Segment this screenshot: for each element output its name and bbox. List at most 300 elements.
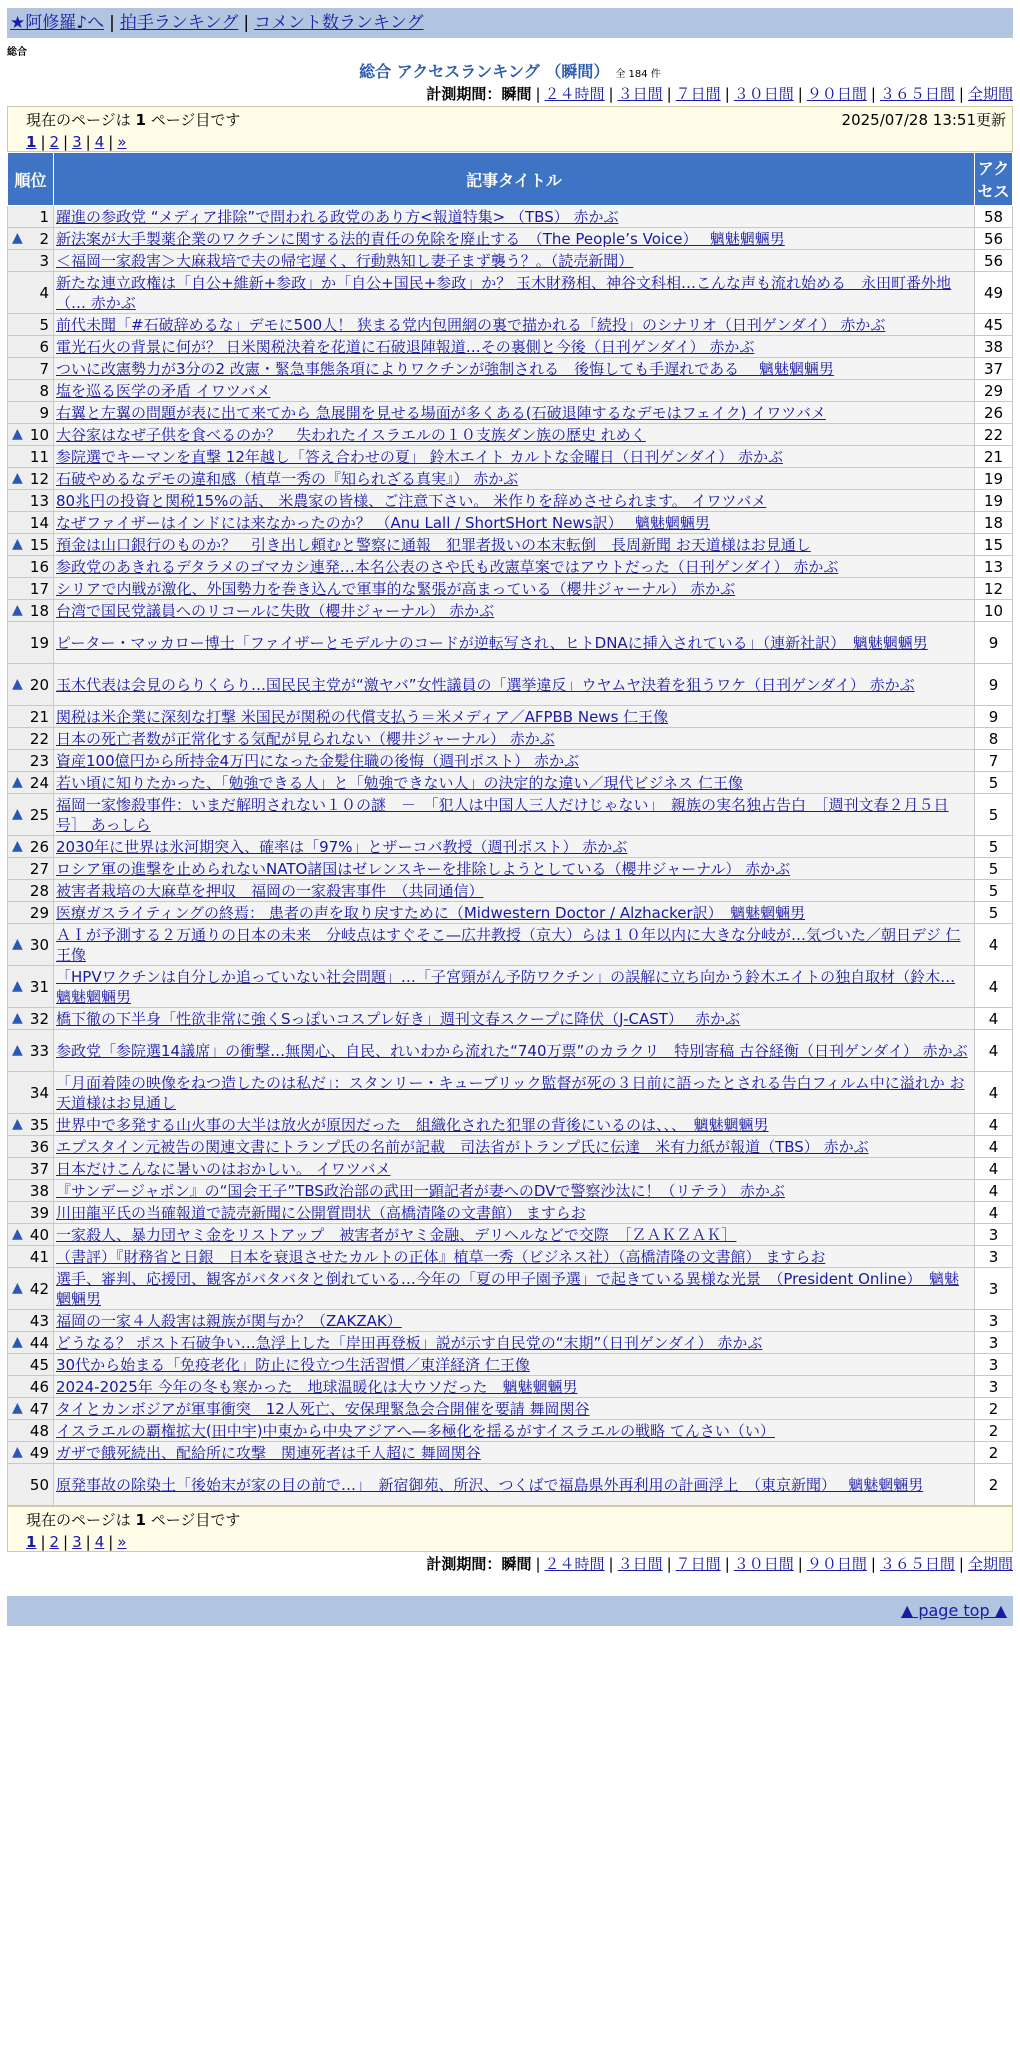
article-link[interactable]: 関税は米企業に深刻な打撃 米国民が関税の代償支払う＝米メディア／AFPBB News 仁王像 xyxy=(56,707,669,726)
access-count: 3 xyxy=(975,1246,1013,1268)
period-link[interactable]: 全期間 xyxy=(967,1555,1013,1573)
rank-cell xyxy=(8,794,54,836)
page-separator: | xyxy=(85,1533,91,1551)
table-row xyxy=(8,250,1013,272)
access-count: 45 xyxy=(975,314,1013,336)
rank-number: 4 xyxy=(39,283,49,302)
current-page-suffix: ページ目です xyxy=(150,111,241,129)
rank-number: 18 xyxy=(29,601,49,620)
table-row xyxy=(8,1030,1013,1072)
article-link[interactable]: 玉木代表は会見のらりくらり…国民民主党が“激ヤバ”女性議員の「選挙違反」ウヤムヤ決着を狙うワケ（日刊ゲンダイ） 赤かぶ xyxy=(56,675,915,694)
rank-cell xyxy=(8,1136,54,1158)
access-count: 19 xyxy=(975,468,1013,490)
title-cell xyxy=(54,1224,975,1246)
article-link[interactable]: 新たな連立政権は「自公+維新+参政」か「自公+国民+参政」か？ 玉木財務相、神谷文科相…こんな声も流れ始める 永田町番外地（… 赤かぶ xyxy=(56,273,952,312)
page-link[interactable]: 3 xyxy=(72,133,82,151)
rank-number: 24 xyxy=(29,773,49,792)
article-link[interactable]: 川田龍平氏の当確報道で読売新聞に公開質問状（高橋清隆の文書館） ますらお xyxy=(56,1203,586,1222)
title-cell xyxy=(54,1246,975,1268)
updated-timestamp: 2025/07/28 13:51更新 xyxy=(841,111,1006,129)
rank-cell xyxy=(8,1246,54,1268)
rank-number: 6 xyxy=(39,337,49,356)
access-count: 3 xyxy=(975,1310,1013,1332)
rank-number: 44 xyxy=(29,1333,49,1352)
title-cell xyxy=(54,1136,975,1158)
access-count: 21 xyxy=(975,446,1013,468)
title-cell xyxy=(54,380,975,402)
rank-cell xyxy=(8,556,54,578)
article-link[interactable]: 30代から始まる「免疫老化」防止に役立つ生活習慣／東洋経済 仁王像 xyxy=(56,1355,530,1374)
table-row xyxy=(8,1332,1013,1354)
rank-number: 42 xyxy=(29,1279,49,1298)
rank-up-arrow-icon: ▲ xyxy=(12,1115,23,1132)
period-separator: | xyxy=(608,85,614,103)
rank-cell xyxy=(8,250,54,272)
article-link[interactable]: 大谷家はなぜ子供を食べるのか？ 失われたイスラエルの１０支族ダン族の歴史 れめく xyxy=(56,425,646,444)
rank-cell xyxy=(8,1224,54,1246)
table-row xyxy=(8,578,1013,600)
table-row xyxy=(8,1310,1013,1332)
article-link[interactable]: 福岡の一家４人殺害は親族が関与か？（ZAKZAK） xyxy=(56,1311,402,1330)
rank-up-arrow-icon: ▲ xyxy=(12,773,23,790)
article-link[interactable]: 2024-2025年 今年の冬も寒かった 地球温暖化は大ウソだった 魑魅魍魎男 xyxy=(56,1377,578,1396)
article-link[interactable]: 一家殺人、暴力団ヤミ金をリストアップ 被害者がヤミ金融、デリヘルなどで交際 ［ＺＡＫＺＡＫ］ xyxy=(56,1225,737,1244)
title-cell xyxy=(54,1420,975,1442)
rank-number: 12 xyxy=(29,469,49,488)
table-row xyxy=(8,534,1013,556)
page-link[interactable]: 4 xyxy=(94,133,105,151)
article-link[interactable]: シリアで内戦が激化、外国勢力を巻き込んで軍事的な緊張が高まっている（櫻井ジャーナル） 赤かぶ xyxy=(56,579,736,598)
table-row xyxy=(8,966,1013,1008)
article-link[interactable]: 医療ガスライティングの終焉： 患者の声を取り戻すために（Midwestern Doctor / Alzhacker訳） 魑魅魍魎男 xyxy=(56,903,806,922)
period-current: 瞬間 xyxy=(501,1555,532,1573)
article-link[interactable]: ガザで餓死続出、配給所に攻撃 関連死者は千人超に 舞岡関谷 xyxy=(56,1443,481,1462)
page-link[interactable]: 4 xyxy=(94,1533,105,1551)
article-link[interactable]: （書評）『財務省と日銀 日本を衰退させたカルトの正体』植草一秀（ビジネス社）（高橋清隆の文書館） ますらお xyxy=(56,1247,826,1266)
article-link[interactable]: ついに改憲勢力が3分の2 改憲・緊急事態条項によりワクチンが強制される 後悔しても手遅れである 魑魅魍魎男 xyxy=(56,359,834,378)
title-cell xyxy=(54,1354,975,1376)
title-cell xyxy=(54,250,975,272)
table-row xyxy=(8,1114,1013,1136)
rank-cell xyxy=(8,902,54,924)
title-cell xyxy=(54,750,975,772)
title-cell xyxy=(54,902,975,924)
article-link[interactable]: 預金は山口銀行のものか？ 引き出し頼むと警察に通報 犯罪者扱いの本末転倒 長周新聞 お天道様はお見通し xyxy=(56,535,811,554)
title-cell xyxy=(54,336,975,358)
access-count: 2 xyxy=(975,1398,1013,1420)
rank-up-arrow-icon: ▲ xyxy=(12,1443,23,1460)
article-link[interactable]: 日本の死亡者数が正常化する気配が見られない（櫻井ジャーナル） 赤かぶ xyxy=(56,729,555,748)
table-row xyxy=(8,1008,1013,1030)
article-link[interactable]: 「月面着陸の映像をねつ造したのは私だ」：スタンリー・キューブリック監督が死の３日前に語ったとされる告白フィルム中に溢れか お天道様はお見通し xyxy=(56,1073,965,1112)
rank-up-arrow-icon: ▲ xyxy=(12,935,23,952)
period-link[interactable]: ９０日間 xyxy=(806,85,867,103)
period-link[interactable]: ３６５日間 xyxy=(879,85,955,103)
rank-number: 35 xyxy=(29,1115,49,1134)
article-link[interactable]: 福岡一家惨殺事件：いまだ解明されない１０の謎 － 「犯人は中国人三人だけじゃない」 親族の実名独占告白 ［週刊文春２月５日号］ あっしら xyxy=(56,795,949,834)
access-count: 10 xyxy=(975,600,1013,622)
rank-number: 46 xyxy=(29,1377,49,1396)
rank-up-arrow-icon: ▲ xyxy=(12,1399,23,1416)
rank-cell xyxy=(8,1180,54,1202)
article-link[interactable]: 被害者栽培の大麻草を押収 福岡の一家殺害事件 （共同通信） xyxy=(56,881,484,900)
rank-number: 20 xyxy=(29,675,49,694)
title-cell xyxy=(54,534,975,556)
title-cell xyxy=(54,228,975,250)
page-links xyxy=(26,131,994,153)
title-cell xyxy=(54,206,975,228)
next-page-link[interactable]: » xyxy=(117,133,127,151)
article-link[interactable]: イスラエルの覇権拡大(田中宇)中東から中央アジアへ—多極化を揺るがすイスラエルの戦略 てんさい（い） xyxy=(56,1421,775,1440)
title-cell xyxy=(54,622,975,664)
rank-cell xyxy=(8,512,54,534)
rank-cell xyxy=(8,836,54,858)
period-separator: | xyxy=(958,1555,964,1573)
rank-number: 31 xyxy=(29,977,49,996)
title-cell xyxy=(54,858,975,880)
title-cell xyxy=(54,468,975,490)
table-row xyxy=(8,1246,1013,1268)
table-row xyxy=(8,402,1013,424)
period-link[interactable]: ９０日間 xyxy=(806,1555,867,1573)
period-link[interactable]: ７日間 xyxy=(675,1555,721,1573)
table-row xyxy=(8,1464,1013,1506)
page-separator: | xyxy=(85,133,91,151)
table-row xyxy=(8,1268,1013,1310)
current-page-prefix: 現在のページは xyxy=(26,111,131,129)
title-cell xyxy=(54,402,975,424)
rank-number: 17 xyxy=(29,579,49,598)
access-count: 3 xyxy=(975,1224,1013,1246)
rank-cell xyxy=(8,1354,54,1376)
rank-up-arrow-icon: ▲ xyxy=(12,1041,23,1058)
article-link[interactable]: ＜福岡一家殺害＞大麻栽培で夫の帰宅遅く、行動熟知し妻子まず襲う？。（読売新聞） xyxy=(56,251,634,270)
rank-cell xyxy=(8,1268,54,1310)
table-row xyxy=(8,1420,1013,1442)
title-cell xyxy=(54,556,975,578)
rank-header: 順位 xyxy=(8,153,54,206)
rank-up-arrow-icon: ▲ xyxy=(12,1333,23,1350)
ranking-table-body xyxy=(8,206,1013,1506)
next-page-link[interactable]: » xyxy=(117,1533,127,1551)
page-top-link[interactable]: ▲ page top ▲ xyxy=(900,1601,1007,1620)
page-separator: | xyxy=(63,1533,69,1551)
rank-up-arrow-icon: ▲ xyxy=(12,229,23,246)
table-row xyxy=(8,380,1013,402)
article-link[interactable]: ＡＩが予測する２万通りの日本の未来 分岐点はすぐそこ—広井教授（京大）らは１０年以内に大きな分岐が…気づいた／朝日デジ 仁王像 xyxy=(56,925,961,964)
rank-cell xyxy=(8,1376,54,1398)
period-link[interactable]: ２４時間 xyxy=(544,85,605,103)
rank-cell xyxy=(8,1464,54,1506)
access-count: 5 xyxy=(975,858,1013,880)
rank-number: 50 xyxy=(29,1475,49,1494)
period-separator: | xyxy=(724,85,730,103)
page-link[interactable]: 2 xyxy=(49,133,60,151)
access-count: 4 xyxy=(975,1008,1013,1030)
table-row xyxy=(8,858,1013,880)
access-count: 5 xyxy=(975,880,1013,902)
table-row xyxy=(8,600,1013,622)
rank-cell xyxy=(8,228,54,250)
table-row xyxy=(8,924,1013,966)
access-count: 15 xyxy=(975,534,1013,556)
page-link-current[interactable]: 1 xyxy=(26,1533,37,1551)
page-separator: | xyxy=(108,1533,114,1551)
access-count: 56 xyxy=(975,228,1013,250)
page-link[interactable]: 2 xyxy=(49,1533,60,1551)
article-link[interactable]: 「HPVワクチンは自分しか追っていない社会問題」…「子宮頸がん予防ワクチン」の誤解に立ち向かう鈴木エイトの独自取材（鈴木… 魑魅魍魎男 xyxy=(56,967,956,1006)
access-count: 13 xyxy=(975,556,1013,578)
table-row xyxy=(8,512,1013,534)
title-cell xyxy=(54,1310,975,1332)
article-link[interactable]: どうなる？ ポスト石破争い…急浮上した「岸田再登板」説が示す自民党の“末期”（日刊ゲンダイ） 赤かぶ xyxy=(56,1333,763,1352)
article-link[interactable]: 橋下徹の下半身「性欲非常に強くSっぽいコスプレ好き」週刊文春スクープに降伏（J-CAST） 赤かぶ xyxy=(56,1009,741,1028)
period-label: 計測期間： xyxy=(426,1555,502,1573)
current-page-number: 1 xyxy=(135,111,146,129)
period-separator: | xyxy=(666,1555,672,1573)
period-link[interactable]: ７日間 xyxy=(675,85,721,103)
access-count: 5 xyxy=(975,902,1013,924)
period-current: 瞬間 xyxy=(501,85,532,103)
title-cell xyxy=(54,578,975,600)
title-cell xyxy=(54,1072,975,1114)
access-count: 56 xyxy=(975,250,1013,272)
title-cell xyxy=(54,1202,975,1224)
period-separator: | xyxy=(797,1555,803,1573)
title-cell xyxy=(54,424,975,446)
article-link[interactable]: 台湾で国民党議員へのリコールに失敗（櫻井ジャーナル） 赤かぶ xyxy=(56,601,495,620)
page-link[interactable]: 3 xyxy=(72,1533,82,1551)
title-cell xyxy=(54,880,975,902)
rank-number: 11 xyxy=(29,447,49,466)
title-cell xyxy=(54,1008,975,1030)
rank-cell xyxy=(8,272,54,314)
title-cell xyxy=(54,924,975,966)
rank-up-arrow-icon: ▲ xyxy=(12,977,23,994)
period-separator: | xyxy=(535,1555,541,1573)
table-row xyxy=(8,1442,1013,1464)
title-cell xyxy=(54,1180,975,1202)
rank-up-arrow-icon: ▲ xyxy=(12,1225,23,1242)
rank-cell xyxy=(8,706,54,728)
period-separator: | xyxy=(870,85,876,103)
access-count: 2 xyxy=(975,1442,1013,1464)
access-count: 4 xyxy=(975,1202,1013,1224)
rank-cell xyxy=(8,728,54,750)
page-separator: | xyxy=(40,133,46,151)
rank-number: 37 xyxy=(29,1159,49,1178)
rank-number: 21 xyxy=(29,707,49,726)
period-separator: | xyxy=(870,1555,876,1573)
table-row xyxy=(8,750,1013,772)
article-link[interactable]: 選手、審判、応援団、観客がバタバタと倒れている…今年の「夏の甲子園予選」で起きている異様な光景 （President Online） 魑魅魍魎男 xyxy=(56,1269,959,1308)
access-count: 37 xyxy=(975,358,1013,380)
period-link[interactable]: ３０日間 xyxy=(733,1555,794,1573)
access-count: 4 xyxy=(975,1030,1013,1072)
title-cell xyxy=(54,1398,975,1420)
article-link[interactable]: 参院選でキーマンを直撃 12年越し「答え合わせの夏」 鈴木エイト カルトな金曜日（日刊ゲンダイ） 赤かぶ xyxy=(56,447,783,466)
rank-cell xyxy=(8,402,54,424)
home-link[interactable]: ★阿修羅♪へ xyxy=(10,13,105,33)
current-page-info xyxy=(26,1509,994,1531)
title-cell xyxy=(54,446,975,468)
rank-number: 40 xyxy=(29,1225,49,1244)
access-count: 8 xyxy=(975,728,1013,750)
rank-cell xyxy=(8,446,54,468)
title-cell xyxy=(54,966,975,1008)
rank-cell xyxy=(8,1442,54,1464)
access-count: 4 xyxy=(975,1158,1013,1180)
applause-ranking-link[interactable]: 拍手ランキング xyxy=(119,13,239,33)
table-row xyxy=(8,1224,1013,1246)
table-row xyxy=(8,880,1013,902)
access-count: 49 xyxy=(975,272,1013,314)
rank-cell xyxy=(8,1310,54,1332)
period-link[interactable]: ３日間 xyxy=(617,1555,663,1573)
article-link[interactable]: 躍進の参政党 “メディア排除”で問われる政党のあり方<報道特集> （TBS） 赤かぶ xyxy=(56,207,619,226)
rank-up-arrow-icon: ▲ xyxy=(12,425,23,442)
rank-cell xyxy=(8,468,54,490)
rank-number: 34 xyxy=(29,1083,49,1102)
table-row xyxy=(8,1354,1013,1376)
page-links xyxy=(26,1531,994,1553)
rank-number: 43 xyxy=(29,1311,49,1330)
rank-number: 36 xyxy=(29,1137,49,1156)
article-link[interactable]: 新法案が大手製薬企業のワクチンに関する法的責任の免除を廃止する （The People’s Voice） 魑魅魍魎男 xyxy=(56,229,785,248)
rank-cell xyxy=(8,1008,54,1030)
ranking-title-text: 総合 アクセスランキング （瞬間） xyxy=(359,62,610,81)
article-link[interactable]: ピーター・マッカロー博士「ファイザーとモデルナのコードが逆転写され、ヒトDNAに挿入されている」（連新社訳） 魑魅魍魎男 xyxy=(56,633,928,652)
rank-number: 29 xyxy=(29,903,49,922)
table-row xyxy=(8,424,1013,446)
rank-number: 2 xyxy=(39,229,49,248)
table-row xyxy=(8,836,1013,858)
article-link[interactable]: 石破やめるなデモの違和感（植草一秀の『知られざる真実』） 赤かぶ xyxy=(56,469,519,488)
article-link[interactable]: 参政党「参院選14議席」の衝撃…無関心、自民、れいわから流れた“740万票”のカラクリ 特別寄稿 古谷経衡（日刊ゲンダイ） 赤かぶ xyxy=(56,1041,968,1060)
period-link[interactable]: ３０日間 xyxy=(733,85,794,103)
rank-cell xyxy=(8,924,54,966)
article-link[interactable]: なぜファイザーはインドには来なかったのか？ （Anu Lall / ShortSHort News訳） 魑魅魍魎男 xyxy=(56,513,710,532)
rank-cell xyxy=(8,1114,54,1136)
rank-number: 5 xyxy=(39,315,49,334)
article-link[interactable]: 日本だけこんなに暑いのはおかしい。 イワツバメ xyxy=(56,1159,391,1178)
title-cell xyxy=(54,1464,975,1506)
access-count: 4 xyxy=(975,1114,1013,1136)
table-row xyxy=(8,228,1013,250)
table-row xyxy=(8,1158,1013,1180)
article-link[interactable]: 資産100億円から所持金4万円になった金髪住職の後悔（週刊ポスト） 赤かぶ xyxy=(56,751,579,770)
access-count: 4 xyxy=(975,1136,1013,1158)
title-cell xyxy=(54,272,975,314)
rank-number: 48 xyxy=(29,1421,49,1440)
article-link[interactable]: ロシア軍の進撃を止められないNATO諸国はゼレンスキーを排除しようとしている（櫻井ジャーナル） 赤かぶ xyxy=(56,859,791,878)
page-separator: | xyxy=(108,133,114,151)
period-link[interactable]: ３６５日間 xyxy=(879,1555,955,1573)
rank-number: 27 xyxy=(29,859,49,878)
rank-number: 26 xyxy=(29,837,49,856)
rank-number: 30 xyxy=(29,935,49,954)
rank-cell xyxy=(8,1072,54,1114)
article-link[interactable]: 電光石火の背景に何が？ 日米関税決着を花道に石破退陣報道…その裏側と今後（日刊ゲンダイ） 赤かぶ xyxy=(56,337,755,356)
article-link[interactable]: 塩を巡る医学の矛盾 イワツバメ xyxy=(56,381,271,400)
rank-cell xyxy=(8,1332,54,1354)
period-selector-top xyxy=(7,82,1013,106)
table-row xyxy=(8,1072,1013,1114)
article-link[interactable]: エプスタイン元被告の関連文書にトランプ氏の名前が記載 司法省がトランプ氏に伝達 米有力紙が報道（TBS） 赤かぶ xyxy=(56,1137,869,1156)
article-link[interactable]: タイとカンボジアが軍事衝突 12人死亡、安保理緊急会合開催を要請 舞岡関谷 xyxy=(56,1399,590,1418)
rank-number: 47 xyxy=(29,1399,49,1418)
article-link[interactable]: 世界中で多発する山火事の大半は放火が原因だった 組織化された犯罪の背後にいるのは、、、 魑魅魍魎男 xyxy=(56,1115,769,1134)
comment-ranking-link[interactable]: コメント数ランキング xyxy=(254,13,424,33)
article-link[interactable]: 若い頃に知りたかった、「勉強できる人」と「勉強できない人」の決定的な違い／現代ビジネス 仁王像 xyxy=(56,773,743,792)
period-link[interactable]: 全期間 xyxy=(967,85,1013,103)
article-link[interactable]: 右翼と左翼の問題が表に出て来てから 急展開を見せる場面が多くある(石破退陣するなデモはフェイク) イワツバメ xyxy=(56,403,826,422)
title-cell xyxy=(54,490,975,512)
rank-number: 10 xyxy=(29,425,49,444)
table-row xyxy=(8,272,1013,314)
access-header: アクセス xyxy=(975,153,1013,206)
pager-bottom xyxy=(7,1506,1013,1552)
period-link[interactable]: ２４時間 xyxy=(544,1555,605,1573)
category-label: 総合 xyxy=(7,47,27,58)
page-separator: | xyxy=(40,1533,46,1551)
period-label: 計測期間： xyxy=(426,85,502,103)
current-page-number: 1 xyxy=(135,1511,146,1529)
rank-up-arrow-icon: ▲ xyxy=(12,601,23,618)
table-row xyxy=(8,772,1013,794)
access-count: 18 xyxy=(975,512,1013,534)
title-cell xyxy=(54,836,975,858)
article-link[interactable]: 80兆円の投資と関税15%の話、 米農家の皆様、ご注意下さい。 米作りを辞めさせられます。 イワツバメ xyxy=(56,491,767,510)
access-count: 4 xyxy=(975,1180,1013,1202)
title-cell xyxy=(54,1332,975,1354)
rank-number: 23 xyxy=(29,751,49,770)
table-row xyxy=(8,1376,1013,1398)
period-separator: | xyxy=(666,85,672,103)
article-link[interactable]: 参政党のあきれるデタラメのゴマカシ連発…本名公表のさや氏も改憲草案ではアウトだった（日刊ゲンダイ） 赤かぶ xyxy=(56,557,839,576)
rank-number: 39 xyxy=(29,1203,49,1222)
rank-up-arrow-icon: ▲ xyxy=(12,1279,23,1296)
title-cell xyxy=(54,600,975,622)
title-cell xyxy=(54,1268,975,1310)
rank-cell xyxy=(8,380,54,402)
article-link[interactable]: 前代未聞「#石破辞めるな」デモに500人！ 狭まる党内包囲網の裏で描かれる「続投」のシナリオ（日刊ゲンダイ） 赤かぶ xyxy=(56,315,886,334)
rank-cell xyxy=(8,600,54,622)
rank-up-arrow-icon: ▲ xyxy=(12,675,23,692)
rank-cell xyxy=(8,578,54,600)
nav-separator: | xyxy=(243,13,250,33)
access-count: 2 xyxy=(975,1464,1013,1506)
article-link[interactable]: 『サンデージャポン』の“国会王子”TBS政治部の武田一顕記者が妻へのDVで警察沙汰に！（リテラ） 赤かぶ xyxy=(56,1181,785,1200)
title-cell xyxy=(54,706,975,728)
title-cell xyxy=(54,728,975,750)
page xyxy=(7,8,1013,1626)
article-link[interactable]: 原発事故の除染土「後始末が家の目の前で…」 新宿御苑、所沢、つくばで福島県外再利用の計画浮上 （東京新聞） 魑魅魍魎男 xyxy=(56,1475,924,1494)
rank-number: 15 xyxy=(29,535,49,554)
table-row xyxy=(8,622,1013,664)
access-count: 26 xyxy=(975,402,1013,424)
access-count: 22 xyxy=(975,424,1013,446)
rank-cell xyxy=(8,772,54,794)
page-link-current[interactable]: 1 xyxy=(26,133,37,151)
footer-bar xyxy=(7,1596,1013,1626)
period-link[interactable]: ３日間 xyxy=(617,85,663,103)
period-separator: | xyxy=(797,85,803,103)
rank-cell xyxy=(8,1420,54,1442)
rank-cell xyxy=(8,424,54,446)
title-cell xyxy=(54,314,975,336)
article-link[interactable]: 2030年に世界は氷河期突入、確率は「97%」とザーコバ教授（週刊ポスト） 赤かぶ xyxy=(56,837,628,856)
